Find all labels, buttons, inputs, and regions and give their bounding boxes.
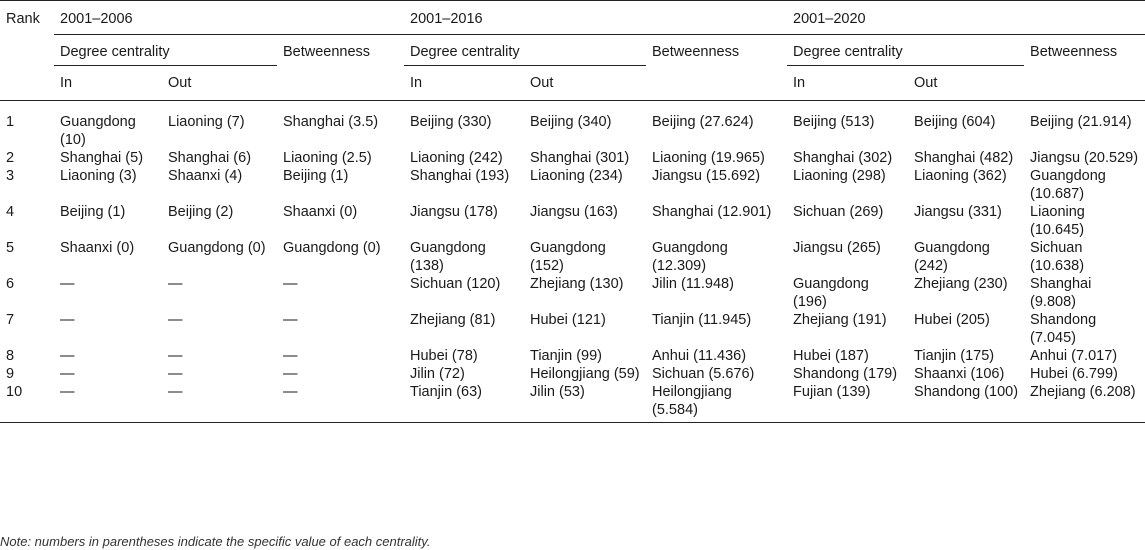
rank-header: Rank <box>0 1 54 101</box>
rank-cell: 3 <box>6 168 15 184</box>
table-cell: Zhejiang (6.208) <box>1024 383 1145 423</box>
table-cell: Anhui (11.436) <box>652 348 747 364</box>
table-cell: Guangdong (242) <box>914 240 990 274</box>
table-row <box>0 383 1145 423</box>
table-row <box>0 311 1145 347</box>
rank-cell: 10 <box>0 383 54 423</box>
table-cell: — <box>162 383 277 423</box>
table-row <box>0 275 1145 311</box>
rank-cell: 5 <box>6 240 15 256</box>
degree-centrality-header: Degree centrality <box>404 35 646 66</box>
table-cell: — <box>283 312 298 328</box>
table-cell: Shanghai (193) <box>410 168 510 184</box>
table-row <box>0 347 1145 365</box>
table-cell: Jiangsu (265) <box>793 240 881 256</box>
table-cell: Hubei (121) <box>530 312 606 328</box>
table-cell: Liaoning (298) <box>793 168 886 184</box>
table-cell: Hubei (78) <box>410 348 478 364</box>
table-cell: Shanghai (482) <box>914 150 1014 166</box>
rank-cell: 2 <box>6 150 15 166</box>
table-cell: Shaanxi (0) <box>283 204 358 220</box>
table-cell: Guangdong (12.309) <box>652 240 728 274</box>
table-cell: Tianjin (11.945) <box>652 312 752 328</box>
out-header: Out <box>524 66 646 101</box>
table-row <box>0 167 1145 203</box>
table-cell: Beijing (1) <box>283 168 349 184</box>
table-cell: Anhui (7.017) <box>1030 348 1118 364</box>
table-cell: Liaoning (7) <box>168 114 245 130</box>
table-cell: Guangdong (10.687) <box>1030 168 1106 202</box>
table-cell: — <box>277 383 404 423</box>
table-cell: Jilin (53) <box>524 383 646 423</box>
betweenness-header: Betweenness <box>646 35 787 101</box>
table-cell: — <box>60 348 75 364</box>
table-cell: — <box>168 348 183 364</box>
table-row <box>0 365 1145 383</box>
degree-centrality-header: Degree centrality <box>787 35 1024 66</box>
in-header: In <box>54 66 162 101</box>
table-cell: Sichuan (10.638) <box>1030 240 1085 274</box>
table-cell: Shandong (179) <box>793 366 898 382</box>
table-cell: Jiangsu (20.529) <box>1030 150 1139 166</box>
in-header: In <box>787 66 908 101</box>
betweenness-header: Betweenness <box>1024 35 1145 101</box>
degree-centrality-header: Degree centrality <box>54 35 277 66</box>
table-cell: Sichuan (120) <box>410 276 501 292</box>
table-cell: Sichuan (269) <box>793 204 884 220</box>
table-cell: Guangdong (10) <box>60 114 136 148</box>
table-cell: Fujian (139) <box>787 383 908 423</box>
table-cell: Shaanxi (0) <box>60 240 135 256</box>
table-cell: Shanghai (301) <box>530 150 630 166</box>
period-header-2001-2020: 2001–2020 <box>787 1 1145 35</box>
table-cell: Liaoning (234) <box>530 168 623 184</box>
out-header: Out <box>162 66 277 101</box>
table-cell: — <box>54 383 162 423</box>
table-cell: Tianjin (175) <box>914 348 995 364</box>
table-cell: Guangdong (0) <box>168 240 266 256</box>
rank-cell: 9 <box>6 366 15 382</box>
table-cell: Liaoning (362) <box>914 168 1007 184</box>
table-cell: — <box>283 366 298 382</box>
table-cell: Hubei (187) <box>793 348 869 364</box>
table-cell: Shanghai (9.808) <box>1030 276 1092 310</box>
table-note: Note: numbers in parentheses indicate the specific value of each centrality. <box>0 534 431 549</box>
table-cell: Tianjin (63) <box>404 383 524 423</box>
table-cell: Liaoning (3) <box>60 168 137 184</box>
table-cell: Shanghai (3.5) <box>283 114 379 130</box>
table-cell: Liaoning (10.645) <box>1030 204 1085 238</box>
table-body <box>0 101 1145 423</box>
out-header: Out <box>908 66 1024 101</box>
table-row <box>0 239 1145 275</box>
table-cell: Jilin (72) <box>410 366 465 382</box>
table-cell: Guangdong (152) <box>530 240 606 274</box>
table-cell: Sichuan (5.676) <box>652 366 755 382</box>
table-cell: Zhejiang (130) <box>530 276 624 292</box>
table-row <box>0 203 1145 239</box>
table-cell: — <box>168 276 183 292</box>
table-cell: Liaoning (2.5) <box>283 150 372 166</box>
table-cell: Jilin (11.948) <box>652 276 734 292</box>
rank-cell: 6 <box>6 276 15 292</box>
table-cell: Beijing (21.914) <box>1030 114 1132 130</box>
table-cell: Zhejiang (81) <box>410 312 496 328</box>
table-cell: Beijing (340) <box>530 114 612 130</box>
table-cell: Liaoning (242) <box>410 150 503 166</box>
table-cell: Shandong (7.045) <box>1030 312 1097 346</box>
period-header-2001-2016: 2001–2016 <box>404 1 787 35</box>
table-row <box>0 149 1145 167</box>
table-cell: Zhejiang (191) <box>793 312 887 328</box>
table-cell: Beijing (2) <box>168 204 234 220</box>
in-header: In <box>404 66 524 101</box>
table-cell: — <box>168 312 183 328</box>
table-cell: Beijing (1) <box>60 204 126 220</box>
table-cell: Heilongjiang (5.584) <box>646 383 787 423</box>
table-cell: Tianjin (99) <box>530 348 603 364</box>
table-cell: — <box>60 276 75 292</box>
rank-cell: 1 <box>6 114 15 130</box>
table-cell: Shanghai (302) <box>793 150 893 166</box>
table-cell: Shandong (100) <box>908 383 1024 423</box>
table-header <box>0 1 1145 101</box>
table-cell: Jiangsu (178) <box>410 204 498 220</box>
table-cell: — <box>60 366 75 382</box>
table-cell: Guangdong (138) <box>410 240 486 274</box>
table-cell: Hubei (6.799) <box>1030 366 1118 382</box>
table-cell: Beijing (513) <box>793 114 875 130</box>
rank-cell: 4 <box>6 204 15 220</box>
rank-cell: 8 <box>6 348 15 364</box>
table-cell: Shaanxi (4) <box>168 168 243 184</box>
period-header-2001-2006: 2001–2006 <box>54 1 404 35</box>
table-cell: Zhejiang (230) <box>914 276 1008 292</box>
table-cell: Guangdong (196) <box>793 276 869 310</box>
table-cell: Beijing (27.624) <box>652 114 754 130</box>
table-cell: Shanghai (6) <box>168 150 252 166</box>
table-cell: Beijing (604) <box>914 114 996 130</box>
betweenness-header: Betweenness <box>277 35 404 101</box>
table-cell: — <box>283 348 298 364</box>
table-cell: Shanghai (12.901) <box>652 204 772 220</box>
table-cell: Guangdong (0) <box>283 240 381 256</box>
table-cell: Shanghai (5) <box>60 150 144 166</box>
table-cell: — <box>283 276 298 292</box>
rank-cell: 7 <box>6 312 15 328</box>
table-row <box>0 101 1145 150</box>
table-cell: Shaanxi (106) <box>914 366 1005 382</box>
table-cell: Heilongjiang (59) <box>530 366 640 382</box>
table-cell: — <box>60 312 75 328</box>
table-cell: Liaoning (19.965) <box>652 150 765 166</box>
table-cell: Jiangsu (15.692) <box>652 168 761 184</box>
table-cell: — <box>168 366 183 382</box>
table-cell: Jiangsu (163) <box>530 204 618 220</box>
table-cell: Hubei (205) <box>914 312 990 328</box>
table-cell: Jiangsu (331) <box>914 204 1002 220</box>
table-cell: Beijing (330) <box>410 114 492 130</box>
